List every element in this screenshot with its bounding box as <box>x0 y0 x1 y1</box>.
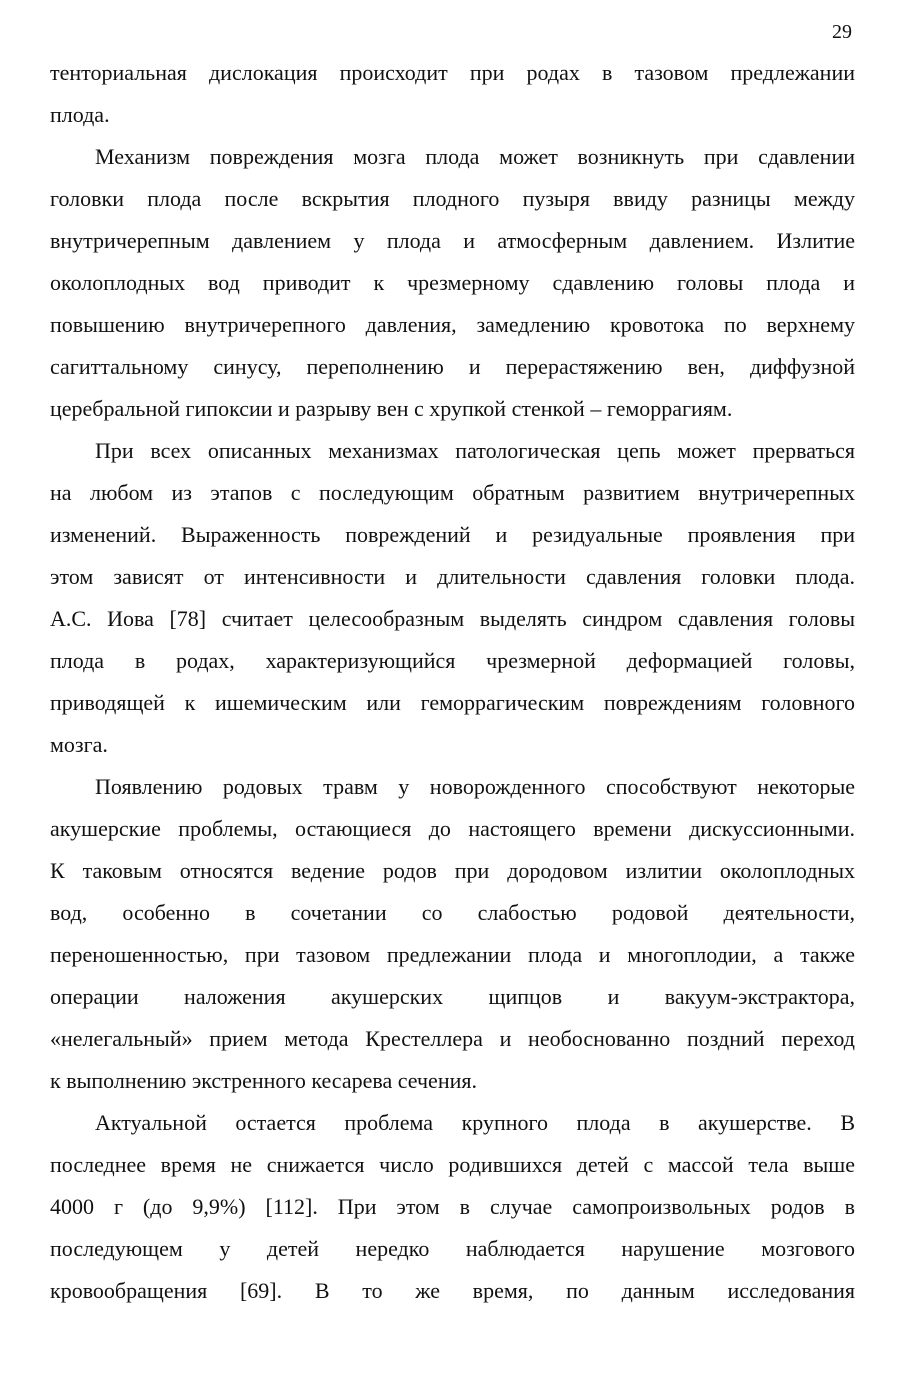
paragraph-line: плода в родах, характеризующийся чрезмерной деформацией головы, <box>50 648 855 673</box>
paragraph-1 <box>50 52 855 136</box>
paragraph-line: 4000 г (до 9,9%) [112]. При этом в случае самопроизвольных родов в <box>50 1194 855 1219</box>
paragraph-line: А.С. Иова [78] считает целесообразным выделять синдром сдавления головы <box>50 606 855 631</box>
paragraph-line: внутричерепным давлением у плода и атмосферным давлением. Излитие <box>50 228 855 253</box>
paragraph-line: околоплодных вод приводит к чрезмерному сдавлению головы плода и <box>50 270 855 295</box>
page-number: 29 <box>832 21 852 43</box>
paragraph-2 <box>50 136 855 430</box>
paragraph-line: «нелегальный» прием метода Крестеллера и необоснованно поздний переход <box>50 1026 855 1051</box>
document-body <box>50 52 855 1312</box>
paragraph-line: на любом из этапов с последующим обратным развитием внутричерепных <box>50 480 855 505</box>
paragraph-line: акушерские проблемы, остающиеся до настоящего времени дискуссионными. <box>50 816 855 841</box>
paragraph-line: Механизм повреждения мозга плода может возникнуть при сдавлении <box>95 144 855 169</box>
paragraph-4 <box>50 766 855 1102</box>
paragraph-line: повышению внутричерепного давления, замедлению кровотока по верхнему <box>50 312 855 337</box>
paragraph-line: мозга. <box>50 732 108 757</box>
paragraph-line: последнее время не снижается число родившихся детей с массой тела выше <box>50 1152 855 1177</box>
paragraph-line: кровообращения [69]. В то же время, по данным исследования <box>50 1278 855 1303</box>
paragraph-line: переношенностью, при тазовом предлежании плода и многоплодии, а также <box>50 942 855 967</box>
paragraph-line: плода. <box>50 102 110 127</box>
paragraph-line: Актуальной остается проблема крупного плода в акушерстве. В <box>95 1110 855 1135</box>
paragraph-line: вод, особенно в сочетании со слабостью родовой деятельности, <box>50 900 855 925</box>
paragraph-line: головки плода после вскрытия плодного пузыря ввиду разницы между <box>50 186 855 211</box>
paragraph-line: Появлению родовых травм у новорожденного способствуют некоторые <box>95 774 855 799</box>
paragraph-line: этом зависят от интенсивности и длительности сдавления головки плода. <box>50 564 855 589</box>
paragraph-line: церебральной гипоксии и разрыву вен с хрупкой стенкой – геморрагиям. <box>50 396 733 421</box>
paragraph-3 <box>50 430 855 766</box>
paragraph-line: изменений. Выраженность повреждений и резидуальные проявления при <box>50 522 855 547</box>
paragraph-line: операции наложения акушерских щипцов и вакуум-экстрактора, <box>50 984 855 1009</box>
paragraph-line: последующем у детей нередко наблюдается нарушение мозгового <box>50 1236 855 1261</box>
paragraph-line: К таковым относятся ведение родов при дородовом излитии околоплодных <box>50 858 855 883</box>
paragraph-line: тенториальная дислокация происходит при родах в тазовом предлежании <box>50 60 855 85</box>
paragraph-line: к выполнению экстренного кесарева сечения. <box>50 1068 477 1093</box>
paragraph-5 <box>50 1102 855 1312</box>
paragraph-line: сагиттальному синусу, переполнению и перерастяжению вен, диффузной <box>50 354 855 379</box>
paragraph-line: приводящей к ишемическим или геморрагическим повреждениям головного <box>50 690 855 715</box>
paragraph-line: При всех описанных механизмах патологическая цепь может прерваться <box>95 438 855 463</box>
